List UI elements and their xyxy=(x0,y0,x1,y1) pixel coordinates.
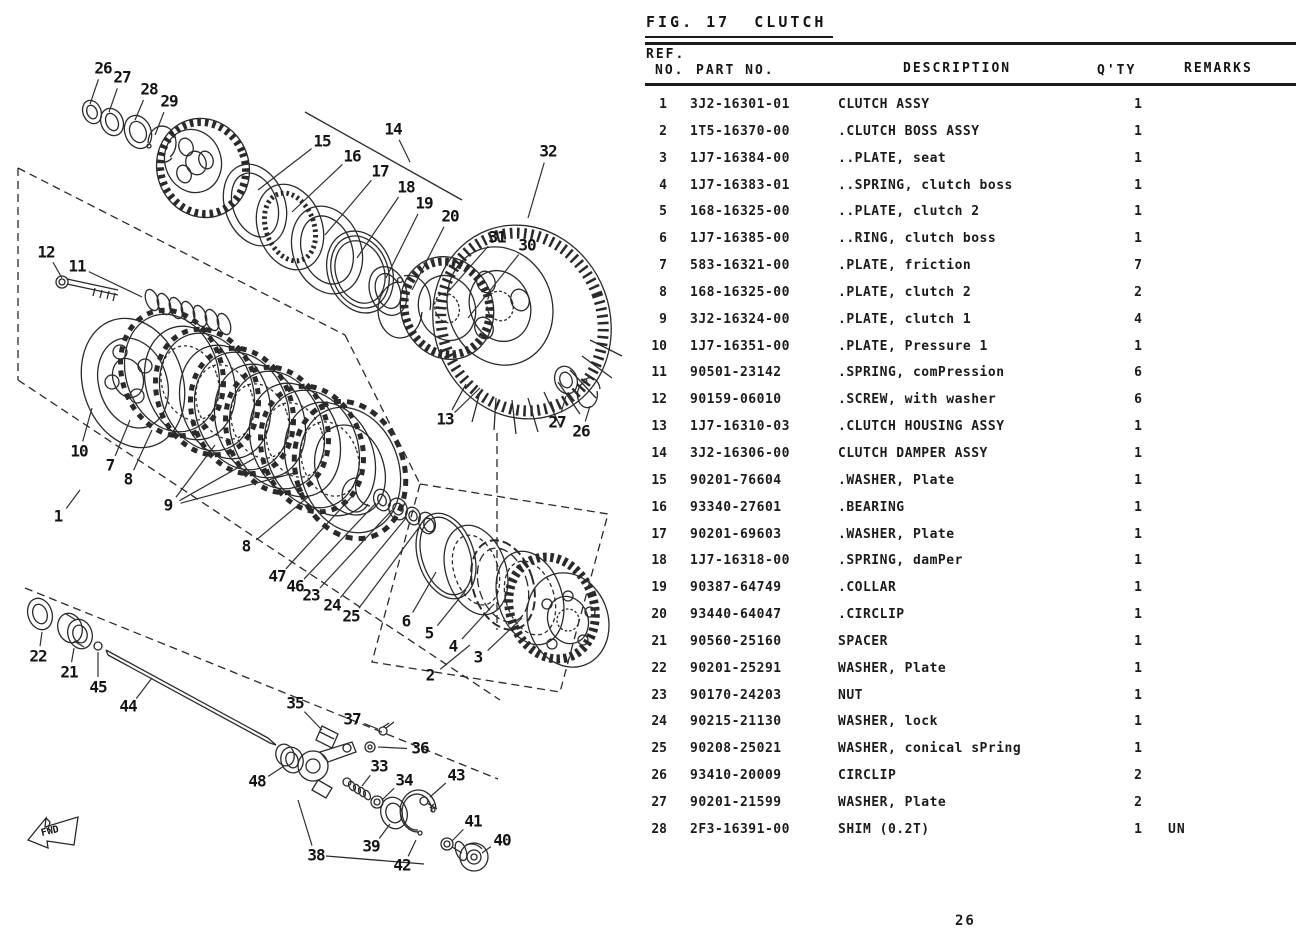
remarks-cell xyxy=(1168,92,1296,119)
part-no-cell: 1J7-16385-00 xyxy=(690,231,790,247)
description-cell: ..PLATE, clutch 2 xyxy=(838,204,980,220)
header-ref-line1: REF. xyxy=(646,47,686,62)
callout-4: 4 xyxy=(448,636,458,656)
table-row xyxy=(645,92,1296,119)
description-cell: .CLUTCH BOSS ASSY xyxy=(838,123,980,139)
description-cell: WASHER, lock xyxy=(838,714,938,730)
qty-cell: 1 xyxy=(1134,499,1142,515)
table-row xyxy=(645,495,1296,522)
fwd-label: FWD xyxy=(39,823,61,840)
callout-22: 22 xyxy=(29,646,47,666)
ref-cell: 16 xyxy=(651,499,667,515)
callout-31: 31 xyxy=(488,227,506,247)
table-row xyxy=(645,709,1296,736)
description-cell: .COLLAR xyxy=(838,580,897,596)
qty-cell: 1 xyxy=(1134,445,1142,461)
description-cell: WASHER, conical sPring xyxy=(838,741,1022,757)
part-no-cell: 1J7-16383-01 xyxy=(690,177,790,193)
part-no-cell: 90215-21130 xyxy=(690,714,782,730)
qty-cell: 1 xyxy=(1134,660,1142,676)
table-row xyxy=(645,763,1296,790)
qty-cell: 1 xyxy=(1134,580,1142,596)
description-cell: ..PLATE, seat xyxy=(838,150,947,166)
ref-cell: 21 xyxy=(651,633,667,649)
callout-45: 45 xyxy=(89,677,107,697)
remarks-cell xyxy=(1168,495,1296,522)
callout-42: 42 xyxy=(393,855,411,875)
qty-cell: 1 xyxy=(1134,526,1142,542)
page-number: 26 xyxy=(955,913,976,929)
description-cell: NUT xyxy=(838,687,863,703)
remarks-cell xyxy=(1168,441,1296,468)
table-row xyxy=(645,629,1296,656)
table-row xyxy=(645,736,1296,763)
remarks-cell xyxy=(1168,656,1296,683)
ref-cell: 12 xyxy=(651,392,667,408)
callout-32: 32 xyxy=(539,141,557,161)
table-row xyxy=(645,602,1296,629)
callout-14: 14 xyxy=(384,119,402,139)
part-clutch-plate-stack xyxy=(105,297,423,554)
callout-7: 7 xyxy=(105,455,115,475)
description-cell: CIRCLIP xyxy=(838,768,897,784)
qty-cell: 7 xyxy=(1134,258,1142,274)
table-row xyxy=(645,173,1296,200)
callout-34: 34 xyxy=(395,770,413,790)
part-no-cell: 90501-23142 xyxy=(690,365,782,381)
ref-cell: 26 xyxy=(651,768,667,784)
callout-26: 26 xyxy=(94,58,112,78)
qty-cell: 6 xyxy=(1134,392,1142,408)
remarks-cell xyxy=(1168,736,1296,763)
qty-cell: 1 xyxy=(1134,97,1142,112)
table-row xyxy=(645,468,1296,495)
part-no-cell: 93410-20009 xyxy=(690,768,782,784)
description-cell: ..RING, clutch boss xyxy=(838,231,997,247)
callout-12: 12 xyxy=(37,242,55,262)
description-cell: WASHER, Plate xyxy=(838,660,947,676)
remarks-cell xyxy=(1168,602,1296,629)
callout-21: 21 xyxy=(60,662,78,682)
callout-23: 23 xyxy=(302,585,320,605)
remarks-cell xyxy=(1168,253,1296,280)
part-no-cell: 93340-27601 xyxy=(690,499,782,515)
header-ref-line2: NO. xyxy=(655,63,685,78)
table-row xyxy=(645,226,1296,253)
remarks-cell xyxy=(1168,119,1296,146)
parts-table-rows xyxy=(645,92,1296,844)
remarks-cell xyxy=(1168,468,1296,495)
part-no-cell: 93440-64047 xyxy=(690,607,782,623)
description-cell: .CIRCLIP xyxy=(838,607,905,623)
description-cell: SPACER xyxy=(838,633,888,649)
part-no-cell: 90159-06010 xyxy=(690,392,782,408)
table-row xyxy=(645,575,1296,602)
header-description: DESCRIPTION xyxy=(903,61,1012,76)
ref-cell: 14 xyxy=(651,445,667,461)
description-cell: .WASHER, Plate xyxy=(838,472,955,488)
table-row xyxy=(645,817,1296,844)
callout-13: 13 xyxy=(436,409,454,429)
description-cell: CLUTCH DAMPER ASSY xyxy=(838,445,988,461)
table-row xyxy=(645,253,1296,280)
ref-cell: 19 xyxy=(651,580,667,596)
table-row xyxy=(645,414,1296,441)
ref-cell: 23 xyxy=(651,687,667,703)
qty-cell: 1 xyxy=(1134,231,1142,247)
table-rule-top xyxy=(645,42,1296,45)
description-cell: .SCREW, with washer xyxy=(838,392,997,408)
ref-cell: 1 xyxy=(659,97,667,112)
remarks-cell xyxy=(1168,146,1296,173)
qty-cell: 1 xyxy=(1134,714,1142,730)
callout-18: 18 xyxy=(397,177,415,197)
callout-17: 17 xyxy=(371,161,389,181)
table-row xyxy=(645,199,1296,226)
part-no-cell: 90201-21599 xyxy=(690,794,782,810)
callout-28: 28 xyxy=(140,79,158,99)
part-no-cell: 90387-64749 xyxy=(690,580,782,596)
callout-11: 11 xyxy=(68,256,86,276)
callout-37: 37 xyxy=(343,709,361,729)
description-cell: .PLATE, Pressure 1 xyxy=(838,338,988,354)
table-row xyxy=(645,441,1296,468)
part-no-cell: 583-16321-00 xyxy=(690,258,790,274)
ref-cell: 27 xyxy=(651,794,667,810)
qty-cell: 1 xyxy=(1134,687,1142,703)
ref-cell: 22 xyxy=(651,660,667,676)
remarks-cell xyxy=(1168,360,1296,387)
callout-27: 27 xyxy=(548,412,566,432)
qty-cell: 1 xyxy=(1134,821,1142,837)
callout-38: 38 xyxy=(307,845,325,865)
callout-29: 29 xyxy=(160,91,178,111)
callout-8: 8 xyxy=(123,469,133,489)
callout-43: 43 xyxy=(447,765,465,785)
qty-cell: 1 xyxy=(1134,607,1142,623)
table-row xyxy=(645,656,1296,683)
part-no-cell: 1J7-16310-03 xyxy=(690,419,790,435)
callout-40: 40 xyxy=(493,830,511,850)
part-no-cell: 90201-69603 xyxy=(690,526,782,542)
table-row xyxy=(645,522,1296,549)
callout-3: 3 xyxy=(473,647,483,667)
ref-cell: 15 xyxy=(651,472,667,488)
ref-cell: 18 xyxy=(651,553,667,569)
remarks-cell xyxy=(1168,709,1296,736)
qty-cell: 1 xyxy=(1134,204,1142,220)
part-no-cell: 1J7-16384-00 xyxy=(690,150,790,166)
description-cell: .SPRING, damPer xyxy=(838,553,963,569)
callout-30: 30 xyxy=(518,235,536,255)
part-no-cell: 1J7-16318-00 xyxy=(690,553,790,569)
callout-10: 10 xyxy=(70,441,88,461)
description-cell: CLUTCH ASSY xyxy=(838,97,930,112)
qty-cell: 1 xyxy=(1134,150,1142,166)
table-row xyxy=(645,360,1296,387)
qty-cell: 1 xyxy=(1134,177,1142,193)
remarks-cell xyxy=(1168,522,1296,549)
remarks-cell xyxy=(1168,790,1296,817)
remarks-cell xyxy=(1168,575,1296,602)
callout-48: 48 xyxy=(248,771,266,791)
table-row xyxy=(645,548,1296,575)
part-pushrod-shaft-group xyxy=(24,595,307,776)
qty-cell: 2 xyxy=(1134,794,1142,810)
callout-33: 33 xyxy=(370,756,388,776)
ref-cell: 8 xyxy=(659,284,667,300)
part-push-lever-group xyxy=(298,722,488,871)
description-cell: .WASHER, Plate xyxy=(838,526,955,542)
callout-16: 16 xyxy=(343,146,361,166)
remarks-cell xyxy=(1168,226,1296,253)
figure-title: FIG. 17 CLUTCH xyxy=(646,13,827,31)
description-cell: .BEARING xyxy=(838,499,905,515)
part-no-cell: 168-16325-00 xyxy=(690,284,790,300)
callout-25: 25 xyxy=(342,606,360,626)
remarks-cell xyxy=(1168,334,1296,361)
remarks-cell xyxy=(1168,173,1296,200)
callout-24: 24 xyxy=(323,595,341,615)
callout-44: 44 xyxy=(119,696,137,716)
callout-26: 26 xyxy=(572,421,590,441)
part-clutch-boss-group xyxy=(406,506,622,679)
table-row xyxy=(645,334,1296,361)
remarks-cell: UN xyxy=(1168,821,1186,837)
ref-cell: 20 xyxy=(651,607,667,623)
header-remarks: REMARKS xyxy=(1184,61,1253,76)
description-cell: ..SPRING, clutch boss xyxy=(838,177,1013,193)
part-no-cell: 168-16325-00 xyxy=(690,204,790,220)
ref-cell: 9 xyxy=(659,311,667,327)
qty-cell: 4 xyxy=(1134,311,1142,327)
qty-cell: 1 xyxy=(1134,472,1142,488)
description-cell: WASHER, Plate xyxy=(838,794,947,810)
remarks-cell xyxy=(1168,280,1296,307)
ref-cell: 17 xyxy=(651,526,667,542)
ref-cell: 7 xyxy=(659,258,667,274)
remarks-cell xyxy=(1168,763,1296,790)
description-cell: .CLUTCH HOUSING ASSY xyxy=(838,419,1005,435)
remarks-cell xyxy=(1168,307,1296,334)
ref-cell: 3 xyxy=(659,150,667,166)
callout-35: 35 xyxy=(286,693,304,713)
callout-46: 46 xyxy=(286,576,304,596)
callout-41: 41 xyxy=(464,811,482,831)
part-no-cell: 1T5-16370-00 xyxy=(690,123,790,139)
part-no-cell: 1J7-16351-00 xyxy=(690,338,790,354)
description-cell: .PLATE, clutch 2 xyxy=(838,284,972,300)
callout-36: 36 xyxy=(411,738,429,758)
table-row xyxy=(645,387,1296,414)
remarks-cell xyxy=(1168,548,1296,575)
qty-cell: 1 xyxy=(1134,741,1142,757)
callout-39: 39 xyxy=(362,836,380,856)
part-no-cell: 90170-24203 xyxy=(690,687,782,703)
title-underline xyxy=(645,36,833,38)
header-part-no: PART NO. xyxy=(696,63,775,78)
remarks-cell xyxy=(1168,199,1296,226)
qty-cell: 1 xyxy=(1134,123,1142,139)
callout-6: 6 xyxy=(401,611,411,631)
header-qty: Q'TY xyxy=(1097,63,1137,78)
part-no-cell: 90201-25291 xyxy=(690,660,782,676)
ref-cell: 5 xyxy=(659,204,667,220)
ref-cell: 4 xyxy=(659,177,667,193)
remarks-cell xyxy=(1168,387,1296,414)
qty-cell: 1 xyxy=(1134,633,1142,649)
part-no-cell: 3J2-16324-00 xyxy=(690,311,790,327)
exploded-diagram xyxy=(0,0,645,947)
remarks-cell xyxy=(1168,683,1296,710)
part-no-cell: 3J2-16306-00 xyxy=(690,445,790,461)
description-cell: .SPRING, comPression xyxy=(838,365,1005,381)
description-cell: SHIM (0.2T) xyxy=(838,821,930,837)
callout-27: 27 xyxy=(113,67,131,87)
ref-cell: 2 xyxy=(659,123,667,139)
callout-2: 2 xyxy=(425,665,435,685)
table-row xyxy=(645,790,1296,817)
remarks-cell xyxy=(1168,629,1296,656)
callout-19: 19 xyxy=(415,193,433,213)
table-rule-header xyxy=(645,83,1296,86)
ref-cell: 25 xyxy=(651,741,667,757)
qty-cell: 1 xyxy=(1134,338,1142,354)
part-no-cell: 90560-25160 xyxy=(690,633,782,649)
callout-5: 5 xyxy=(424,623,434,643)
part-no-cell: 3J2-16301-01 xyxy=(690,97,790,112)
table-row xyxy=(645,683,1296,710)
callout-8: 8 xyxy=(241,536,251,556)
table-row xyxy=(645,307,1296,334)
description-cell: .PLATE, friction xyxy=(838,258,972,274)
callout-9: 9 xyxy=(163,495,173,515)
callout-47: 47 xyxy=(268,566,286,586)
ref-cell: 11 xyxy=(651,365,667,381)
qty-cell: 1 xyxy=(1134,553,1142,569)
ref-cell: 10 xyxy=(651,338,667,354)
ref-cell: 13 xyxy=(651,419,667,435)
table-row xyxy=(645,146,1296,173)
callout-15: 15 xyxy=(313,131,331,151)
part-clutch-damper-assy xyxy=(143,105,264,230)
qty-cell: 6 xyxy=(1134,365,1142,381)
ref-cell: 6 xyxy=(659,231,667,247)
remarks-cell xyxy=(1168,414,1296,441)
part-no-cell: 2F3-16391-00 xyxy=(690,821,790,837)
qty-cell: 1 xyxy=(1134,419,1142,435)
table-row xyxy=(645,119,1296,146)
part-no-cell: 90208-25021 xyxy=(690,741,782,757)
table-row xyxy=(645,280,1296,307)
part-no-cell: 90201-76604 xyxy=(690,472,782,488)
qty-cell: 2 xyxy=(1134,768,1142,784)
ref-cell: 28 xyxy=(651,821,667,837)
ref-cell: 24 xyxy=(651,714,667,730)
qty-cell: 2 xyxy=(1134,284,1142,300)
description-cell: .PLATE, clutch 1 xyxy=(838,311,972,327)
callout-20: 20 xyxy=(441,206,459,226)
callout-1: 1 xyxy=(53,506,63,526)
